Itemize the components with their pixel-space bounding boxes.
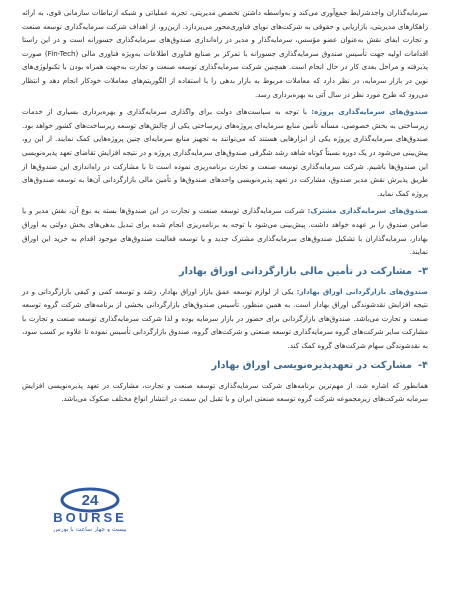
mutual-funds-text: شرکت سرمایه‌گذاری توسعه صنعت و تجارت در این صندوق‌ها بسته به نوع آن، نقش مدیر و یا ضامن صندوق را بر عهده خواهد داشت. پیش‌بینی می‌شود با توجه به برنامه‌ریزی انجام شده برای تبدیل بدهی‌های بخش دولتی به اوراق بهادار، سرمایه‌گذاران با تشکیل صندوق‌های سرمایه‌گذاری مشترک جدید و یا توسعه فعالیت صندوق‌های موجود اقدام به خرید این اوراق نمایند.	[22, 206, 428, 257]
logo-number: 24	[81, 492, 99, 509]
section-4-number: ۴-	[417, 359, 428, 371]
market-making-label: صندوق‌های بازارگردانی اوراق بهادار:	[296, 286, 428, 296]
project-funds-text: با توجه به سیاست‌های دولت برای واگذاری سرمایه‌گذاری و بهره‌برداری بسیاری از خدمات زیرساختی به بخش خصوصی، مسأله تأمین منابع سرمایه‌ای پروژه‌های زیرساختی یکی از چالش‌های توسعه زیرساخت‌های کشور خواهد بود. صندوق‌های سرمایه‌گذاری پروژه یکی از ابزارهایی هستند که می‌توانند به تجهیز منابع سرمایه‌ای چنین پروژه‌هایی کمک نمایند. از این رو، پیش‌بینی می‌شود در یک دوره نسبتاً کوتاه شاهد رشد شگرفی صندوق‌های سرمایه‌گذاری پروژه و در نتیجه افزایش تقاضای تعهد پذیره‌نویسی این صندوق‌ها باشیم. شرکت سرمایه‌گذاری توسعه صنعت و تجارت برنامه‌ریزی نموده است تا با مشارکت در راه‌اندازی این صندوق‌ها از طریق پذیرش نقش مدیر صندوق، مشارکت در تعهد پذیره‌نویسی واحدهای صندوق‌ها و تأمین مالی بازارگردانی آن‌ها به توسعه صندوق‌های پروژه کمک نماید.	[22, 107, 428, 198]
project-funds-paragraph	[22, 105, 428, 200]
bourse24-logo-graphic	[10, 486, 170, 532]
underwriting-paragraph: همانطور که اشاره شد، از مهم‌ترین برنامه‌های شرکت سرمایه‌گذاری توسعه صنعت و تجارت، مشارکت در تعهد پذیره‌نویسی افزایش سرمایه شرکت‌های زیرمجموعه شرکت گروه توسعه صنعتی ایران و یا تقبل این سمت در انتشار انواع مختلف صکوک می‌باشد.	[22, 380, 428, 404]
section-4-title: مشارکت در تعهدپذیره‌نویسی اوراق بهادار	[211, 359, 412, 371]
mutual-funds-label: صندوق‌های سرمایه‌گذاری مشترک:	[307, 206, 428, 216]
section-3-heading	[22, 265, 428, 279]
market-making-text: یکی از لوازم توسعه عمق بازار اوراق بهادار، رشد و توسعه کمی و کیفی بازارگردانی و در نتیجه افزایش نقدشوندگی اوراق بهادار است. به همین منظور، تأسیس صندوق‌های بازارگردانی بخشی از برنامه‌های شرکت گروه توسعه صنعت و تجارت می‌باشد. صندوق‌های بازارگردانی برای حضور در بازار سرمایه بوده و لذا شرکت سرمایه‌گذاری توسعه صنعت و تجارت با مشارکت سایر شرکت‌های گروه سرمایه‌گذاری توسعه صنعتی و شرکت‌های گروه، صندوق بازارگردانی تأسیس نموده تا علاوه بر کسب سود، به نقدشوندگی سهام شرکت‌های گروه کمک کند.	[22, 286, 428, 351]
mutual-funds-paragraph	[22, 204, 428, 258]
logo-tagline: بیست و چهار ساعت با بورس	[53, 526, 127, 532]
intro-paragraph: سرمایه‌گذاران واجدشرایط جمع‌آوری می‌کند و به‌واسطه داشتن تخصص مدیریتی، تجربه عملیاتی و شبکه ارتباطات سازمانی قوی، به ارائه راهکارهای مدیریتی، بازاریابی و حقوقی به شرکت‌های نوپای فناوری‌محور می‌پردازد. ازین‌رو، از اهداف شرکت سرمایه‌گذاری توسعه صنعت و تجارت ایفای نقش به‌عنوان عضو مؤسس، سرمایه‌گذار و مدیر در راه‌اندازی صندوق‌های سرمایه‌گذاری جسورانه است و در این راستا اقدامات اولیه جهت تأسیس صندوق سرمایه‌گذاری جسورانه با تمرکز بر صنایع فناوری اطلاعات به‌ویژه فناوری مالی (Fin-Tech) صورت پذیرفته و مراحل بعدی کار در حال انجام است. همچنین شرکت سرمایه‌گذاری توسعه صنعت و تجارت به‌جهت همراه بودن با تکنولوژی‌های نوین در بازار سرمایه، در نظر دارد که معاملات مربوط به بازار بدهی را با استفاده از الگوریتم‌های معاملات خودکار انجام دهد و انتظار می‌رود که طرح مورد نظر در سال آتی به بهره‌برداری رسد.	[22, 8, 429, 99]
logo-word: BOURSE	[53, 510, 127, 525]
section-4-heading	[22, 359, 428, 373]
section-3-title: مشارکت در تأمین مالی بازارگردانی اوراق بهادار	[178, 265, 412, 277]
bourse24-logo	[10, 486, 170, 532]
market-making-paragraph	[22, 285, 428, 353]
section-3-number: ۳-	[417, 265, 428, 277]
project-funds-label: صندوق‌های سرمایه‌گذاری پروژه:	[311, 107, 428, 117]
